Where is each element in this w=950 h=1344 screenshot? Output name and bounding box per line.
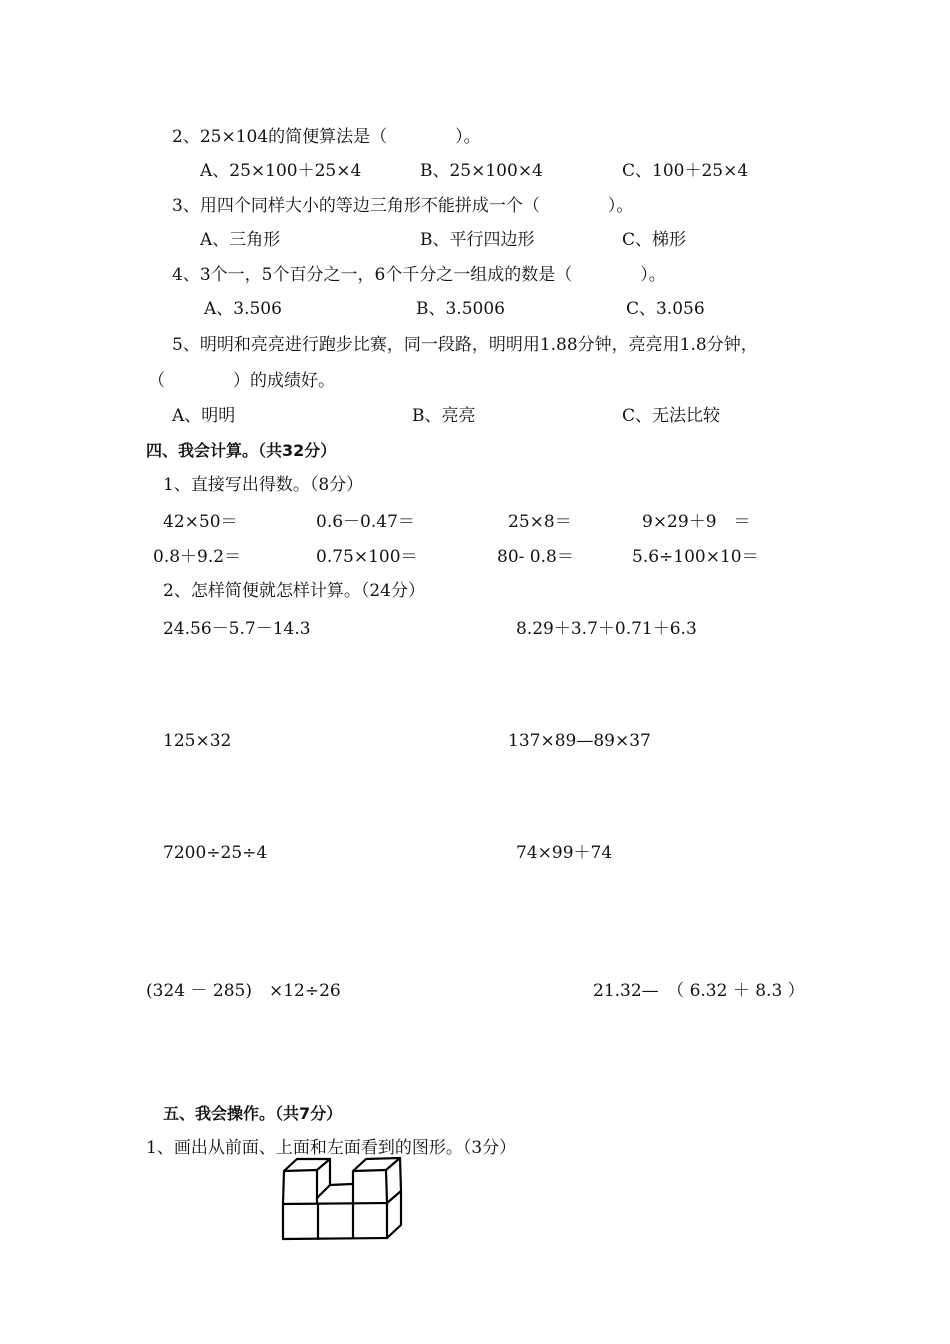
q3-option-b: B、平行四边形 — [420, 230, 535, 250]
oral-calc-4: 9×29＋9 ＝ — [642, 512, 751, 532]
cube-figure — [270, 1155, 420, 1245]
oral-calc-5: 0.8＋9.2＝ — [153, 547, 242, 567]
q5-stem-line2: （ ）的成绩好。 — [148, 371, 335, 391]
calc-problem-6: 74×99＋74 — [516, 843, 613, 863]
calc-problem-1: 24.56－5.7－14.3 — [163, 619, 311, 639]
q2-option-c: C、100＋25×4 — [622, 161, 749, 181]
oral-calc-8: 5.6÷100×10＝ — [632, 547, 759, 567]
section4-title: 四、我会计算。（共32分） — [146, 441, 337, 460]
oral-calc-2: 0.6－0.47＝ — [316, 512, 415, 532]
section5-title: 五、我会操作。（共7分） — [163, 1104, 343, 1123]
q5-option-b: B、亮亮 — [412, 406, 476, 426]
calc-problem-7: (324 － 285) ×12÷26 — [146, 981, 341, 1001]
q4-stem: 4、3个一，5个百分之一，6个千分之一组成的数是（ ）。 — [172, 265, 666, 285]
oral-calc-1: 42×50＝ — [163, 512, 238, 532]
q3-option-a: A、三角形 — [200, 230, 281, 250]
section5-sub1-title: 1、画出从前面、上面和左面看到的图形。（3分） — [146, 1138, 517, 1158]
calc-problem-8: 21.32— （ 6.32 ＋ 8.3 ） — [593, 981, 805, 1001]
q5-stem-line1: 5、明明和亮亮进行跑步比赛，同一段路，明明用1.88分钟，亮亮用1.8分钟， — [172, 335, 758, 355]
calc-problem-5: 7200÷25÷4 — [163, 843, 268, 863]
section4-sub2-title: 2、怎样简便就怎样计算。（24分） — [163, 581, 425, 601]
q5-option-c: C、无法比较 — [622, 406, 721, 426]
calc-problem-4: 137×89—89×37 — [508, 731, 651, 751]
calc-problem-2: 8.29＋3.7＋0.71＋6.3 — [516, 619, 697, 639]
section4-sub1-title: 1、直接写出得数。（8分） — [163, 475, 364, 495]
q2-option-b: B、25×100×4 — [420, 161, 543, 181]
q4-option-b: B、3.5006 — [416, 299, 505, 319]
oral-calc-6: 0.75×100＝ — [316, 547, 418, 567]
q2-stem: 2、25×104的简便算法是（ ）。 — [172, 127, 481, 147]
q5-option-a: A、明明 — [172, 406, 236, 426]
q4-option-c: C、3.056 — [626, 299, 705, 319]
oral-calc-7: 80- 0.8＝ — [497, 547, 574, 567]
q3-option-c: C、梯形 — [622, 230, 687, 250]
oral-calc-3: 25×8＝ — [508, 512, 572, 532]
q3-stem: 3、用四个同样大小的等边三角形不能拼成一个（ ）。 — [172, 196, 634, 216]
q4-option-a: A、3.506 — [204, 299, 282, 319]
calc-problem-3: 125×32 — [163, 731, 232, 751]
q2-option-a: A、25×100＋25×4 — [200, 161, 362, 181]
